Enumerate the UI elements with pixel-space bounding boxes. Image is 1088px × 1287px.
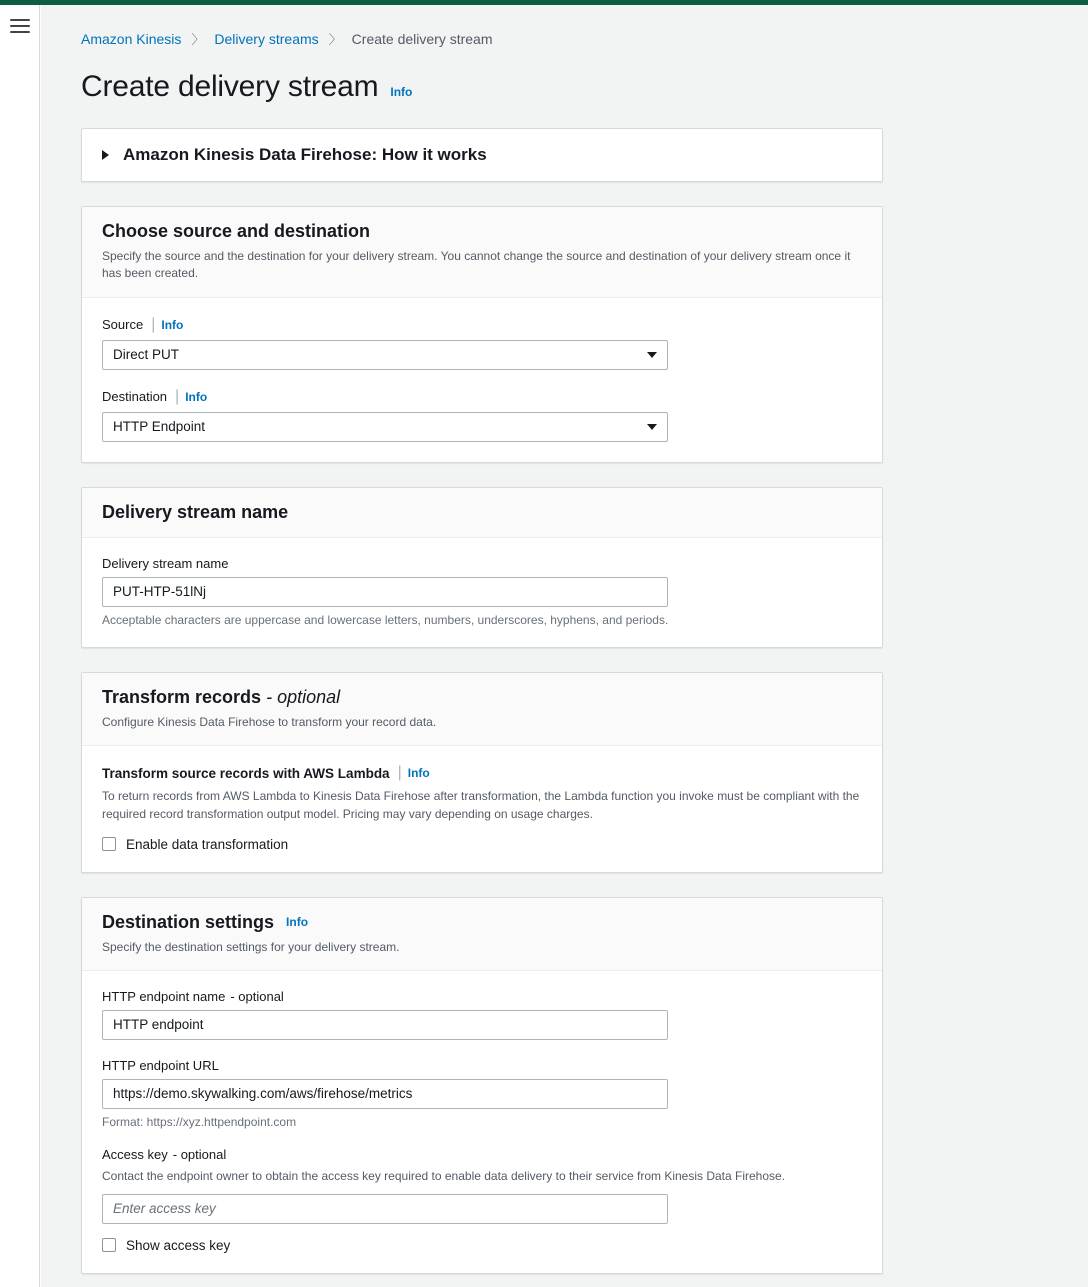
chevron-right-icon (102, 150, 109, 160)
destination-settings-card (81, 897, 883, 1274)
how-it-works-toggle[interactable] (82, 129, 882, 181)
access-key-input[interactable] (102, 1194, 668, 1224)
delivery-stream-name-title: Delivery stream name (102, 501, 289, 522)
chevron-down-icon (647, 352, 657, 358)
source-field (102, 316, 862, 370)
transform-records-title-text: Transform records (102, 686, 262, 707)
chevron-down-icon (647, 424, 657, 430)
http-endpoint-name-optional: - optional (230, 989, 284, 1005)
stream-name-hint: Acceptable characters are uppercase and lowercase letters, numbers, underscores, hyphens, and periods. (102, 612, 669, 627)
delivery-stream-name-body (82, 538, 882, 647)
delivery-stream-name-header (82, 488, 882, 538)
page-container (41, 5, 1088, 1287)
show-access-key-label: Show access key (126, 1237, 231, 1253)
http-endpoint-url-label: HTTP endpoint URL (102, 1058, 219, 1074)
access-key-optional: - optional (172, 1147, 227, 1163)
source-destination-description: Specify the source and the destination for your delivery stream. You cannot change the source and destination of your delivery stream once it has been created. (102, 249, 851, 281)
transform-lambda-info-link[interactable]: Info (407, 766, 430, 781)
label-separator: | (397, 764, 402, 782)
stream-name-field (102, 556, 862, 627)
transform-lambda-description: To return records from AWS Lambda to Kinesis Data Firehose after transformation, the Lambda function you invoke must be compliant with the required record transformation output model. Pricing may vary depending on usage charges. (102, 789, 860, 821)
page-info-link[interactable]: Info (390, 85, 413, 99)
breadcrumb-item-amazon-kinesis[interactable]: Amazon Kinesis (81, 30, 182, 47)
source-select-value: Direct PUT (113, 346, 180, 362)
destination-field (102, 388, 862, 442)
source-destination-body (82, 298, 882, 462)
content-area (41, 104, 1088, 1274)
http-endpoint-name-label: HTTP endpoint name (102, 989, 226, 1005)
destination-select-value: HTTP Endpoint (113, 418, 206, 434)
destination-settings-description: Specify the destination settings for your delivery stream. (102, 939, 400, 954)
label-separator: | (175, 387, 180, 405)
transform-records-card (81, 672, 883, 873)
label-separator: | (151, 315, 156, 333)
access-key-label: Access key (102, 1147, 168, 1163)
transform-records-header (82, 673, 882, 746)
enable-data-transformation-label: Enable data transformation (126, 836, 289, 852)
show-access-key-row[interactable] (102, 1238, 862, 1253)
show-access-key-checkbox[interactable] (102, 1238, 116, 1252)
left-navigation-rail (0, 5, 40, 1287)
transform-records-description: Configure Kinesis Data Firehose to transform your record data. (102, 714, 437, 729)
access-key-field (102, 1147, 862, 1252)
destination-settings-info-link[interactable]: Info (286, 915, 309, 930)
access-key-description: Contact the endpoint owner to obtain the access key required to enable data delivery to their service from Kinesis Data Firehose. (102, 1169, 786, 1184)
source-select[interactable] (102, 340, 668, 370)
source-destination-title: Choose source and destination (102, 221, 371, 241)
page-title-row (41, 48, 1088, 104)
http-endpoint-name-field (102, 989, 862, 1040)
destination-label: Destination (102, 389, 168, 405)
transform-lambda-label: Transform source records with AWS Lambda (102, 765, 390, 781)
how-it-works-title: Amazon Kinesis Data Firehose: How it works (123, 145, 487, 164)
delivery-stream-name-card (81, 487, 883, 648)
transform-records-optional: - optional (266, 686, 341, 707)
how-it-works-card (81, 128, 883, 182)
enable-data-transformation-checkbox[interactable] (102, 837, 116, 851)
source-label: Source (102, 317, 144, 333)
destination-info-link[interactable]: Info (185, 389, 208, 404)
destination-settings-body (82, 971, 882, 1272)
enable-data-transformation-row[interactable] (102, 837, 862, 852)
stream-name-input[interactable] (102, 577, 668, 607)
http-endpoint-url-value: https://demo.skywalking.com/aws/firehose/metrics (113, 1086, 413, 1102)
stream-name-value: PUT-HTP-51lNj (113, 583, 207, 599)
page-title: Create delivery stream (81, 70, 379, 103)
http-endpoint-url-input[interactable] (102, 1079, 668, 1109)
breadcrumb-item-current: Create delivery stream (351, 30, 493, 47)
http-endpoint-url-field (102, 1058, 862, 1129)
access-key-placeholder: Enter access key (113, 1200, 216, 1216)
breadcrumb-separator-icon: 〉 (191, 32, 205, 47)
transform-records-title (102, 687, 862, 708)
breadcrumb-separator-icon: 〉 (328, 32, 342, 47)
destination-settings-title: Destination settings (102, 911, 275, 932)
source-destination-header (82, 207, 882, 298)
breadcrumb-item-delivery-streams[interactable]: Delivery streams (214, 30, 319, 47)
source-info-link[interactable]: Info (161, 317, 184, 332)
stream-name-label: Delivery stream name (102, 555, 229, 571)
transform-records-body (82, 746, 882, 872)
menu-hamburger-icon[interactable] (10, 19, 30, 33)
destination-select[interactable] (102, 412, 668, 442)
http-endpoint-name-value: HTTP endpoint (113, 1017, 204, 1033)
http-endpoint-url-hint: Format: https://xyz.httpendpoint.com (102, 1115, 297, 1130)
choose-source-destination-card (81, 206, 883, 463)
breadcrumb (41, 5, 1088, 48)
destination-settings-header (82, 898, 882, 971)
http-endpoint-name-input[interactable] (102, 1010, 668, 1040)
